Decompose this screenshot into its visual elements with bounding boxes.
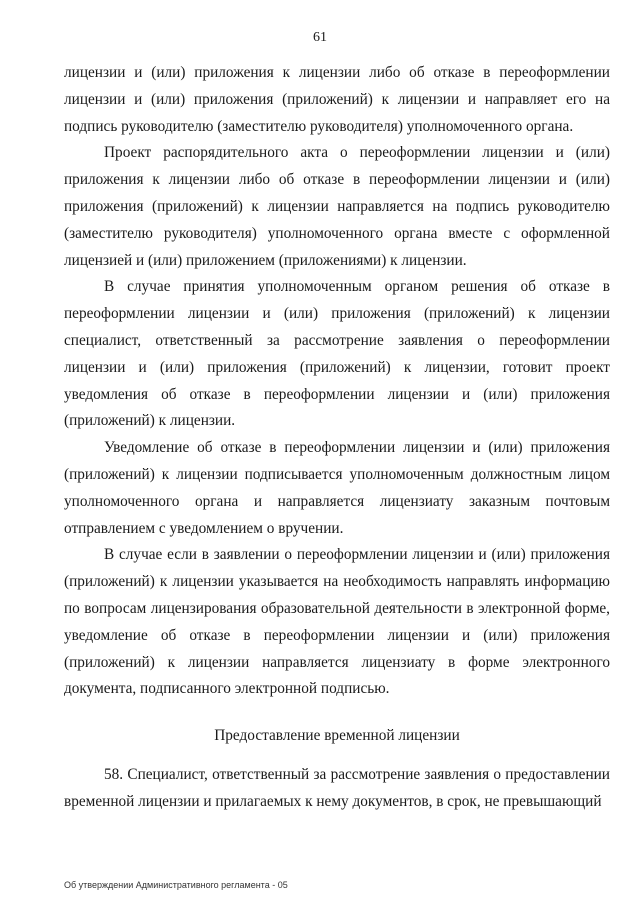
- paragraph-continuation: лицензии и (или) приложения к лицензии либо об отказе в переоформлении лицензии и (или) приложения (приложений) к лицензии и направляет его на подпись руководителю (заместителю руководителя) уполномоченного органа.: [64, 64, 610, 135]
- document-body: [64, 60, 610, 816]
- section-heading: Предоставление временной лицензии: [214, 727, 460, 745]
- paragraph-refusal-decision: В случае принятия уполномоченным органом решения об отказе в переоформлении лицензии и (или) приложения (приложений) к лицензии специалист, ответственный за рассмотрение заявления о переоформлении лицензии и (или) приложения (приложений) к лицензии, готовит проект уведомления об отказе в переоформлении лицензии и (или) приложения (приложений) к лицензии.: [64, 278, 610, 430]
- paragraph-electronic-notice: В случае если в заявлении о переоформлении лицензии и (или) приложения (приложений) к лицензии указывается на необходимость направлять информацию по вопросам лицензирования образовательной деятельности в электронной форме, уведомление об отказе в переоформлении лицензии и (или) приложения (приложений) к лицензии направляется лицензиату в форме электронного документа, подписанного электронной подписью.: [64, 546, 610, 698]
- paragraph-draft-act: Проект распорядительного акта о переоформлении лицензии и (или) приложения к лицензии либо об отказе в переоформлении лицензии и (или) приложения (приложений) к лицензии направляется на подпись руководителю (заместителю руководителя) уполномоченного органа вместе с оформленной лицензией и (или) приложением (приложениями) к лицензии.: [64, 144, 610, 269]
- paragraph-58: 58. Специалист, ответственный за рассмотрение заявления о предоставлении временной лицензии и прилагаемых к нему документов, в срок, не превышающий: [64, 765, 610, 810]
- footer-note: Об утверждении Административного регламента - 05: [64, 880, 288, 890]
- page-number: 61: [313, 30, 327, 45]
- paragraph-refusal-notice: Уведомление об отказе в переоформлении лицензии и (или) приложения (приложений) к лицензии подписывается уполномоченным должностным лицом уполномоченного органа и направляется лицензиату заказным почтовым отправлением с уведомлением о вручении.: [64, 439, 610, 537]
